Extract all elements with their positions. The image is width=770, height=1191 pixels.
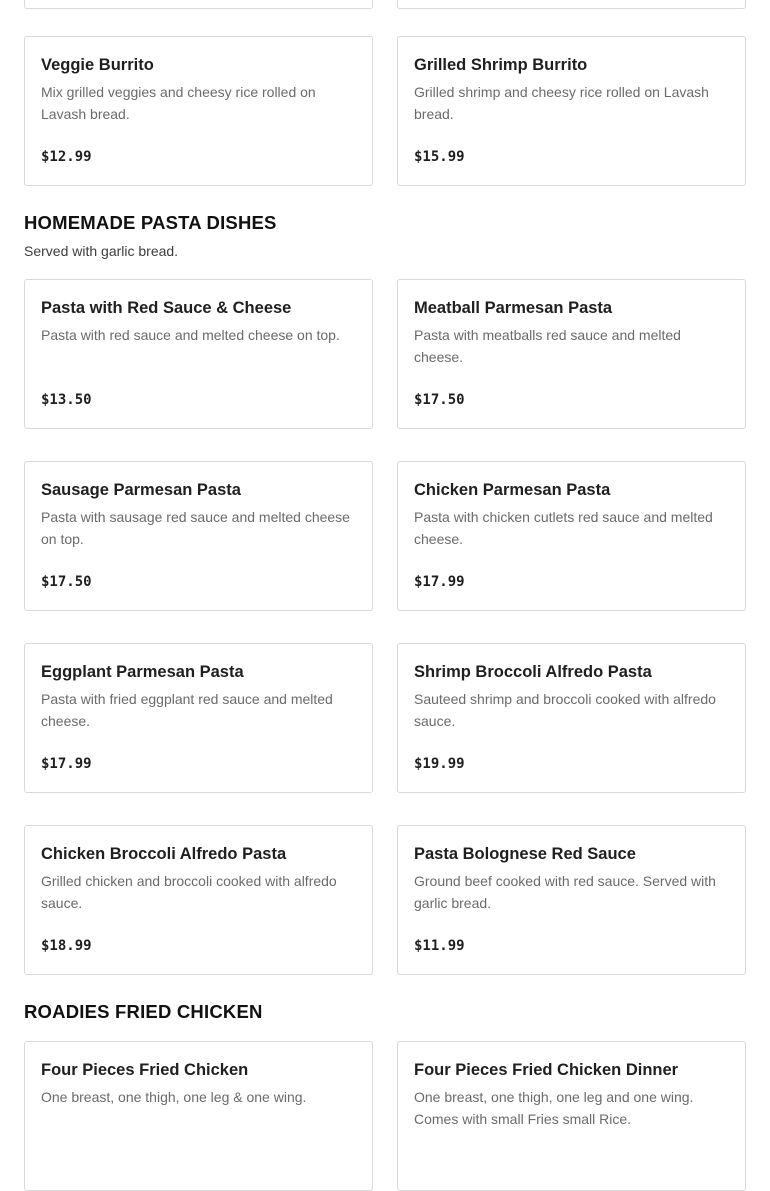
burrito-items-grid bbox=[24, 36, 770, 186]
item-name: Grilled Shrimp Burrito bbox=[414, 56, 588, 74]
section-title: ROADIES FRIED CHICKEN bbox=[24, 1001, 263, 1022]
item-name: Chicken Parmesan Pasta bbox=[414, 481, 611, 499]
pasta-items-grid bbox=[24, 279, 770, 975]
chicken-section-header bbox=[24, 1001, 770, 1023]
item-description: Pasta with fried eggplant red sauce and melted cheese. bbox=[41, 691, 333, 729]
chicken-items-grid bbox=[24, 1041, 770, 1191]
item-price: $17.99 bbox=[41, 756, 92, 772]
item-description: Sauteed shrimp and broccoli cooked with alfredo sauce. bbox=[414, 691, 716, 729]
menu-item-card[interactable] bbox=[24, 279, 373, 429]
item-description: Pasta with meatballs red sauce and melted cheese. bbox=[414, 327, 681, 365]
item-name: Eggplant Parmesan Pasta bbox=[41, 663, 244, 681]
menu-item-card[interactable] bbox=[397, 461, 746, 611]
previous-items-row bbox=[24, 0, 770, 4]
item-price: $18.99 bbox=[41, 938, 92, 954]
item-name: Four Pieces Fried Chicken Dinner bbox=[414, 1061, 679, 1079]
item-price: $15.99 bbox=[414, 149, 465, 165]
pasta-section-header bbox=[24, 212, 770, 260]
section-title: HOMEMADE PASTA DISHES bbox=[24, 212, 277, 233]
item-description: Pasta with chicken cutlets red sauce and melted cheese. bbox=[414, 509, 713, 547]
item-price: $13.50 bbox=[41, 392, 92, 408]
menu-item-card[interactable] bbox=[397, 825, 746, 975]
menu-item-card[interactable] bbox=[24, 461, 373, 611]
item-name: Meatball Parmesan Pasta bbox=[414, 299, 613, 317]
section-subtitle: Served with garlic bread. bbox=[24, 243, 179, 259]
menu-item-card[interactable] bbox=[24, 825, 373, 975]
menu-item-card[interactable] bbox=[397, 0, 746, 9]
item-price: $19.99 bbox=[414, 756, 465, 772]
menu-item-card[interactable] bbox=[397, 643, 746, 793]
item-price: $17.99 bbox=[414, 574, 465, 590]
item-description: Grilled shrimp and cheesy rice rolled on Lavash bread. bbox=[414, 84, 709, 122]
item-name: Pasta with Red Sauce & Cheese bbox=[41, 299, 292, 317]
menu-item-card[interactable] bbox=[24, 0, 373, 9]
menu-item-card[interactable] bbox=[397, 36, 746, 186]
item-description: Mix grilled veggies and cheesy rice rolled on Lavash bread. bbox=[41, 84, 316, 122]
item-name: Veggie Burrito bbox=[41, 56, 154, 74]
item-description: One breast, one thigh, one leg and one wing. Comes with small Fries small Rice. bbox=[414, 1089, 694, 1127]
item-name: Sausage Parmesan Pasta bbox=[41, 481, 241, 499]
item-price: $11.99 bbox=[414, 938, 465, 954]
menu-item-card[interactable] bbox=[24, 643, 373, 793]
item-name: Pasta Bolognese Red Sauce bbox=[414, 845, 636, 863]
menu-item-card[interactable] bbox=[397, 279, 746, 429]
item-price: $12.99 bbox=[41, 149, 92, 165]
item-price: $17.50 bbox=[41, 574, 92, 590]
item-price: $17.50 bbox=[414, 392, 465, 408]
item-description: Pasta with red sauce and melted cheese on top. bbox=[41, 327, 340, 343]
menu-item-card[interactable] bbox=[24, 1041, 373, 1191]
menu-item-card[interactable] bbox=[397, 1041, 746, 1191]
item-name: Shrimp Broccoli Alfredo Pasta bbox=[414, 663, 652, 681]
item-description: Pasta with sausage red sauce and melted cheese on top. bbox=[41, 509, 350, 547]
item-description: Grilled chicken and broccoli cooked with alfredo sauce. bbox=[41, 873, 337, 911]
item-name: Chicken Broccoli Alfredo Pasta bbox=[41, 845, 287, 863]
item-description: One breast, one thigh, one leg & one wing. bbox=[41, 1089, 307, 1105]
item-description: Ground beef cooked with red sauce. Served with garlic bread. bbox=[414, 873, 716, 911]
menu-item-card[interactable] bbox=[24, 36, 373, 186]
item-name: Four Pieces Fried Chicken bbox=[41, 1061, 249, 1079]
